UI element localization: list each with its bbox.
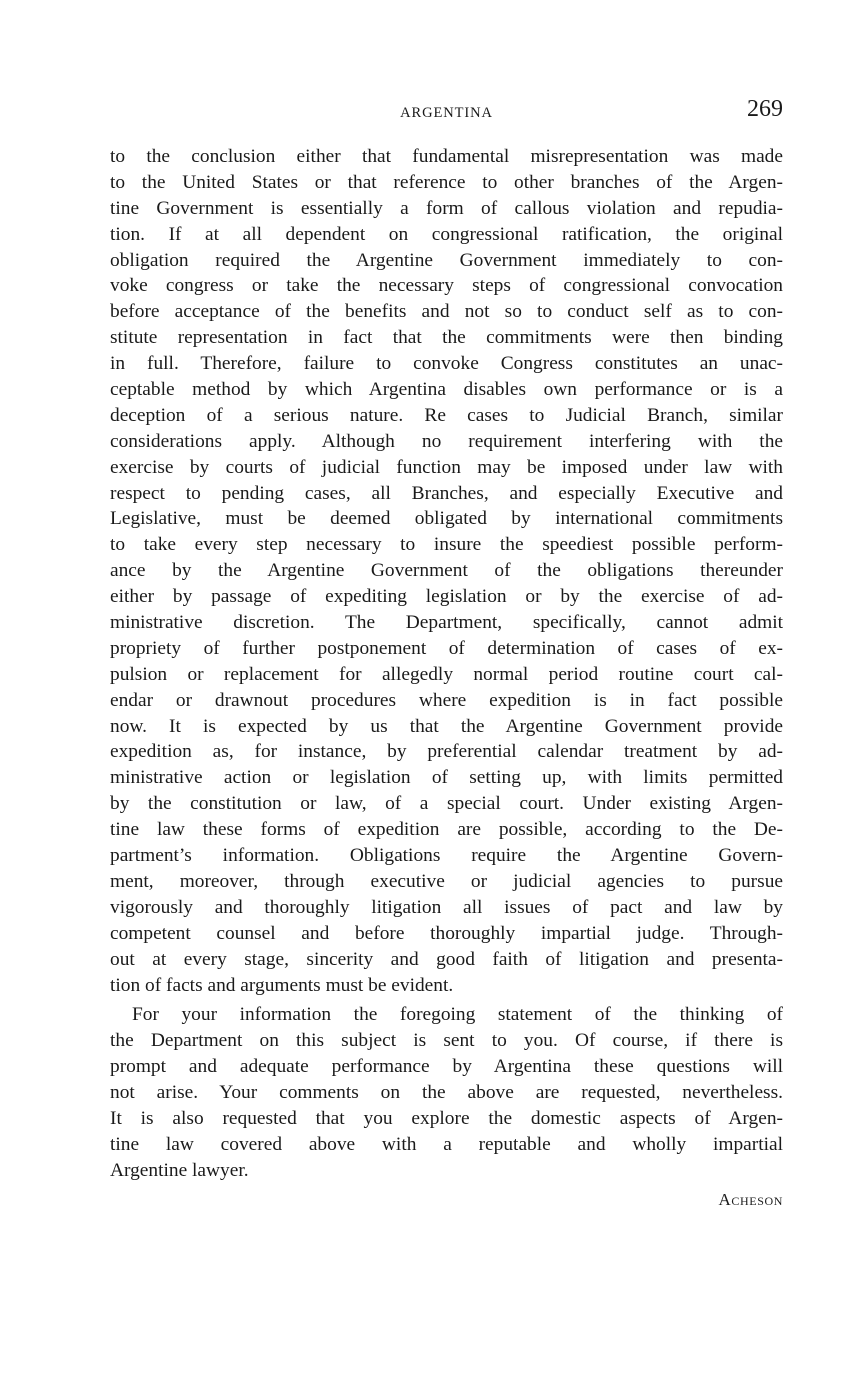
signature: Acheson bbox=[718, 1189, 783, 1209]
text-line: For your information the foregoing statement of the thinking of bbox=[132, 1004, 783, 1026]
text-line: propriety of further postponement of determination of cases of ex- bbox=[110, 637, 783, 659]
text-line: ministrative action or legislation of setting up, with limits permitted bbox=[110, 767, 783, 789]
running-head bbox=[110, 96, 783, 130]
text-line: considerations apply. Although no requirement interfering with the bbox=[110, 430, 783, 452]
text-line: deception of a serious nature. Re cases to Judicial Branch, similar bbox=[110, 404, 783, 426]
text-line: ance by the Argentine Government of the obligations thereunder bbox=[110, 560, 783, 582]
text-line: ministrative discretion. The Department, specifically, cannot admit bbox=[110, 612, 783, 634]
text-line: to the United States or that reference to other branches of the Argen- bbox=[110, 171, 783, 193]
text-line: by the constitution or law, of a special court. Under existing Argen- bbox=[110, 793, 783, 815]
text-line: Legislative, must be deemed obligated by international commitments bbox=[110, 508, 783, 530]
text-line: to the conclusion either that fundamental misrepresentation was made bbox=[110, 146, 783, 167]
text-line: tine Government is essentially a form of callous violation and repudia- bbox=[110, 197, 783, 219]
text-line: the Department on this subject is sent to you. Of course, if there is bbox=[110, 1030, 783, 1052]
text-line: pulsion or replacement for allegedly normal period routine court cal- bbox=[110, 663, 783, 685]
running-head-title: ARGENTINA bbox=[400, 105, 493, 121]
text-line: now. It is expected by us that the Argentine Government provide bbox=[110, 715, 783, 737]
text-line: vigorously and thoroughly litigation all issues of pact and law by bbox=[110, 896, 783, 918]
text-line: tion. If at all dependent on congressional ratification, the original bbox=[110, 223, 783, 245]
text-line: voke congress or take the necessary steps of congressional convocation bbox=[110, 275, 783, 297]
text-line: either by passage of expediting legislation or by the exercise of ad- bbox=[110, 586, 783, 608]
text-line: tine law these forms of expedition are possible, according to the De- bbox=[110, 819, 783, 841]
text-line: exercise by courts of judicial function may be imposed under law with bbox=[110, 456, 783, 478]
paragraph-1 bbox=[110, 144, 783, 998]
text-line: not arise. Your comments on the above are requested, nevertheless. bbox=[110, 1082, 783, 1104]
page-number: 269 bbox=[747, 96, 783, 122]
text-line: before acceptance of the benefits and not so to conduct self as to con- bbox=[110, 301, 783, 323]
text-line: It is also requested that you explore the domestic aspects of Argen- bbox=[110, 1107, 783, 1129]
text-line: expedition as, for instance, by preferential calendar treatment by ad- bbox=[110, 741, 783, 763]
text-line: partment’s information. Obligations require the Argentine Govern- bbox=[110, 845, 783, 867]
text-line: out at every stage, sincerity and good faith of litigation and presenta- bbox=[110, 948, 783, 970]
text-line: stitute representation in fact that the commitments were then binding bbox=[110, 327, 783, 349]
body-text bbox=[110, 144, 783, 1184]
text-line: ceptable method by which Argentina disables own performance or is a bbox=[110, 379, 783, 401]
text-line: endar or drawnout procedures where expedition is in fact possible bbox=[110, 689, 783, 711]
text-line: tine law covered above with a reputable and wholly impartial bbox=[110, 1133, 783, 1155]
text-line: respect to pending cases, all Branches, and especially Executive and bbox=[110, 482, 783, 504]
text-line: to take every step necessary to insure the speediest possible perform- bbox=[110, 534, 783, 556]
text-line: tion of facts and arguments must be evident. bbox=[110, 974, 454, 996]
text-line: in full. Therefore, failure to convoke Congress constitutes an unac- bbox=[110, 353, 783, 375]
text-line: ment, moreover, through executive or judicial agencies to pursue bbox=[110, 870, 783, 892]
text-line: competent counsel and before thoroughly impartial judge. Through- bbox=[110, 922, 783, 944]
text-line: obligation required the Argentine Government immediately to con- bbox=[110, 249, 783, 271]
text-line: prompt and adequate performance by Argentina these questions will bbox=[110, 1056, 783, 1078]
paragraph-2 bbox=[110, 1002, 783, 1183]
text-line: Argentine lawyer. bbox=[110, 1159, 249, 1181]
document-page bbox=[110, 96, 783, 1210]
